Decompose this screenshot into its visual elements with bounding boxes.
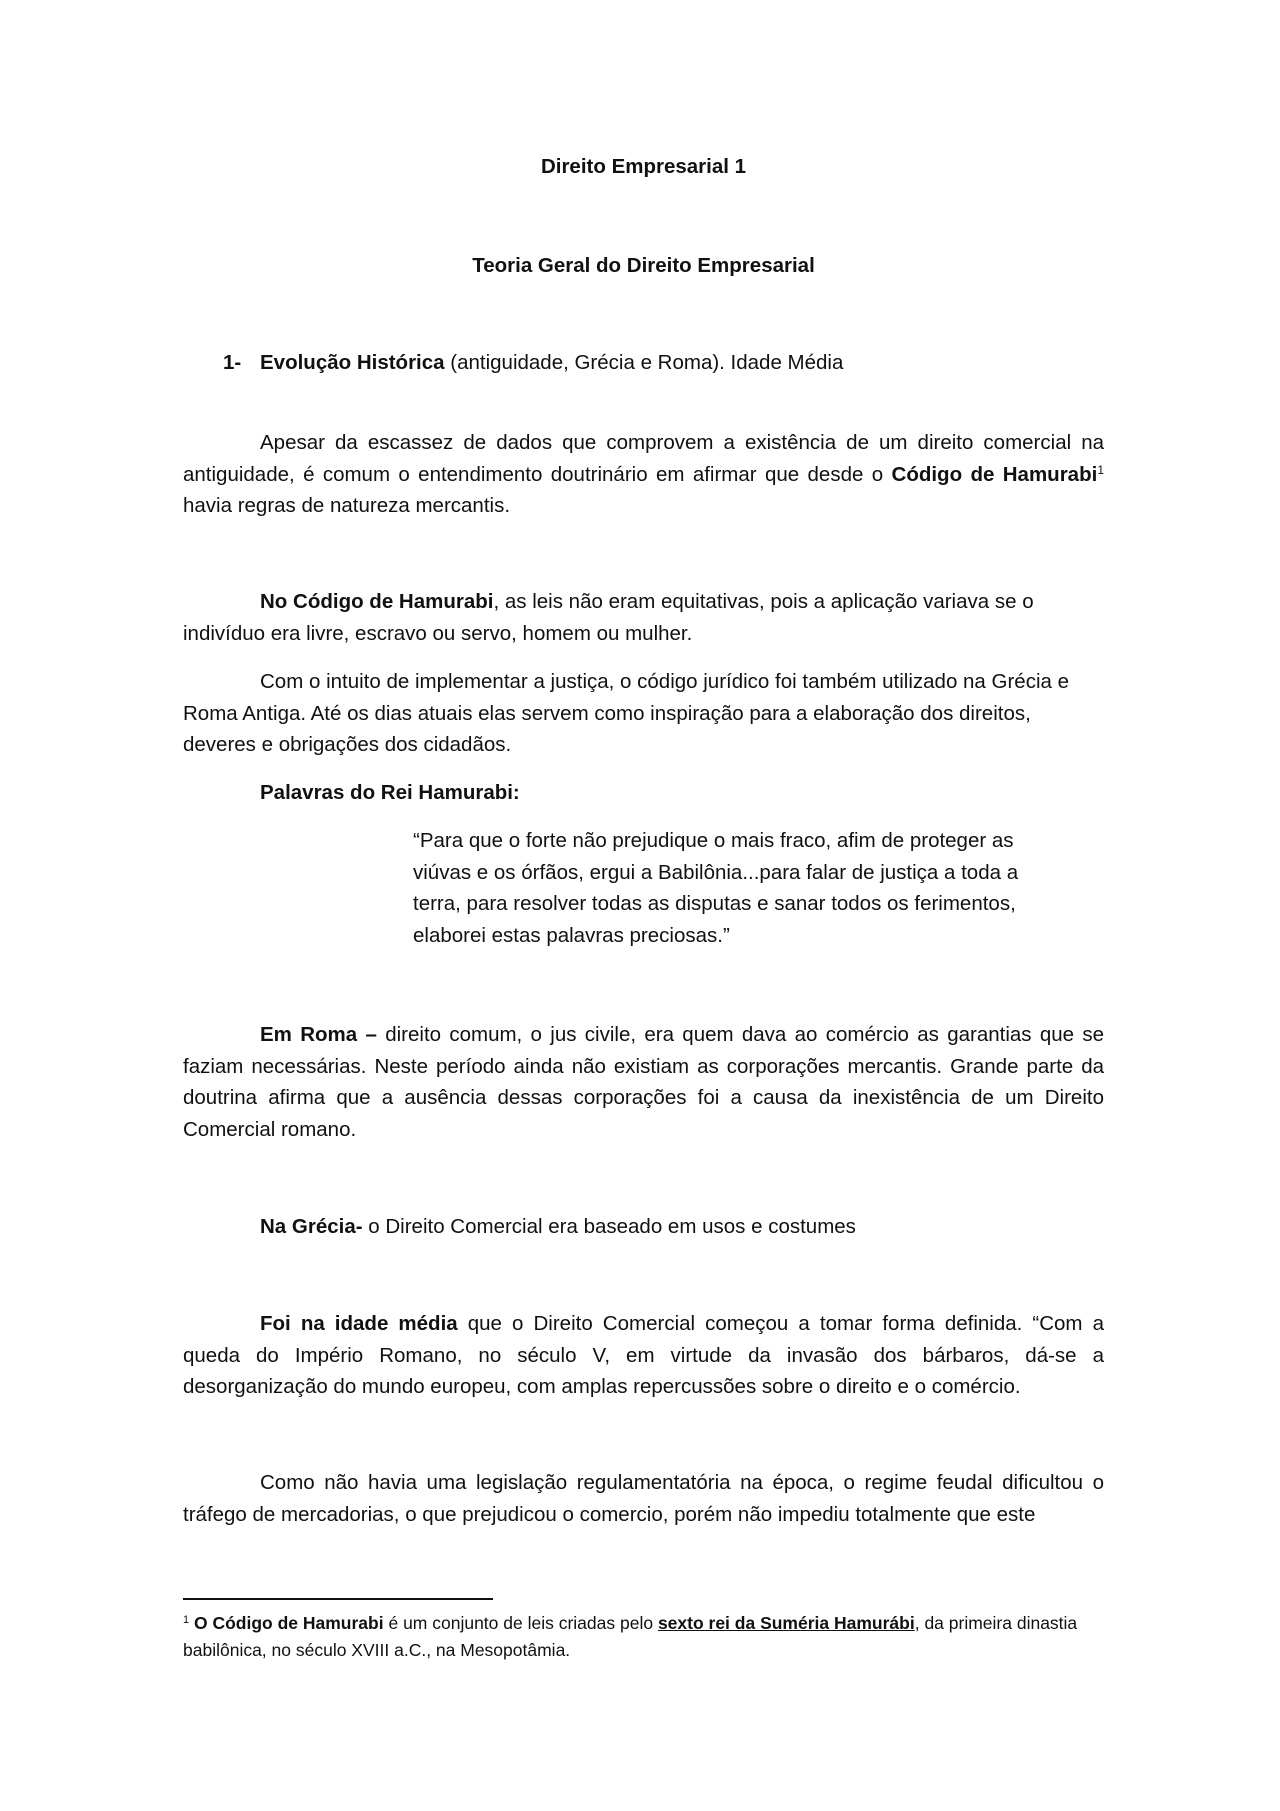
paragraph-bold: Na Grécia- xyxy=(260,1215,363,1238)
footnote-marker: 1 xyxy=(183,1614,190,1626)
section-heading-1 xyxy=(223,347,1103,379)
footnote-text: , da primeira dinastia babilônica, no século XVIII a.C., na Mesopotâmia. xyxy=(183,1613,1078,1660)
footnote xyxy=(183,1610,1104,1664)
paragraph-text: Como não havia uma legislação regulamentatória na época, o regime feudal dificultou o tráfego de mercadorias, o que prejudicou o comercio, porém não impediu totalmente que este xyxy=(183,1471,1104,1526)
document-subtitle xyxy=(183,250,1104,282)
paragraph-text: Com o intuito de implementar a justiça, o código jurídico foi também utilizado na Grécia e Roma Antiga. Até os dias atuais elas servem como inspiração para a elaboração dos direitos, deveres e obrigações dos cidadãos. xyxy=(183,670,1070,756)
paragraph-text: , as leis não eram equitativas, pois a aplicação variava se o indivíduo era livre, escravo ou servo, homem ou mulher. xyxy=(183,590,1034,645)
quote-line: terra, para resolver todas as disputas e sanar todos os ferimentos, xyxy=(413,892,1016,915)
quote-line: “Para que o forte não prejudique o mais fraco, afim de proteger as xyxy=(413,829,1014,852)
paragraph-text: direito comum, o jus civile, era quem dava ao comércio as garantias que se faziam necessárias. Neste período ainda não existiam as corporações mercantis. Grande parte da doutrina afirma que a ausência dessas corporações foi a causa da inexistência de um Direito Comercial romano. xyxy=(183,1023,1104,1141)
footnote-text: é um conjunto de leis criadas pelo xyxy=(383,1613,658,1633)
section-number: 1- xyxy=(223,351,242,374)
paragraph-idade-media xyxy=(183,1308,1104,1403)
paragraph-text: havia regras de natureza mercantis. xyxy=(183,494,511,517)
footnote-reference: 1 xyxy=(1097,462,1104,477)
title-text: Direito Empresarial 1 xyxy=(540,155,747,178)
footnote-separator xyxy=(183,1598,493,1600)
paragraph-hamurabi xyxy=(183,586,1104,649)
subtitle-text: Teoria Geral do Direito Empresarial xyxy=(472,254,815,277)
section-heading-rest: (antiguidade, Grécia e Roma). Idade Média xyxy=(444,351,844,374)
document-title xyxy=(183,151,1104,183)
paragraph-feudal xyxy=(183,1467,1104,1530)
paragraph-roma xyxy=(183,1019,1104,1145)
paragraph-text: Apesar da escassez de dados que comprovem a existência de um direito comercial na antiguidade, é comum o entendimento doutrinário em afirmar que desde o xyxy=(183,431,1104,486)
paragraph-text: que o Direito Comercial começou a tomar forma definida. “Com a queda do Império Romano, no século V, em virtude da invasão dos bárbaros, dá-se a desorganização do mundo europeu, com amplas repercussões sobre o direito e o comércio. xyxy=(183,1312,1104,1398)
footnote-bold: O Código de Hamurabi xyxy=(194,1613,384,1633)
paragraph-bold: Código de Hamurabi xyxy=(891,462,1098,486)
quote-line: elaborei estas palavras preciosas.” xyxy=(413,923,730,947)
quote-line: viúvas e os órfãos, ergui a Babilônia...para falar de justiça a toda a xyxy=(413,860,1019,884)
section-heading-bold: Evolução Histórica xyxy=(260,351,445,374)
paragraph-palavras-rei xyxy=(260,777,1103,809)
paragraph-justica xyxy=(183,666,1104,761)
paragraph-bold: Foi na idade média xyxy=(260,1312,458,1335)
paragraph-text: o Direito Comercial era baseado em usos e costumes xyxy=(362,1215,856,1238)
footnote-underlined: sexto rei da Suméria Hamurábi xyxy=(657,1613,915,1633)
paragraph-bold: Palavras do Rei Hamurabi: xyxy=(260,781,520,804)
paragraph-antiguidade xyxy=(183,427,1104,522)
paragraph-bold: Em Roma – xyxy=(260,1023,377,1046)
paragraph-bold: No Código de Hamurabi xyxy=(260,590,494,613)
paragraph-grecia xyxy=(183,1211,1104,1243)
block-quote xyxy=(413,825,1063,951)
